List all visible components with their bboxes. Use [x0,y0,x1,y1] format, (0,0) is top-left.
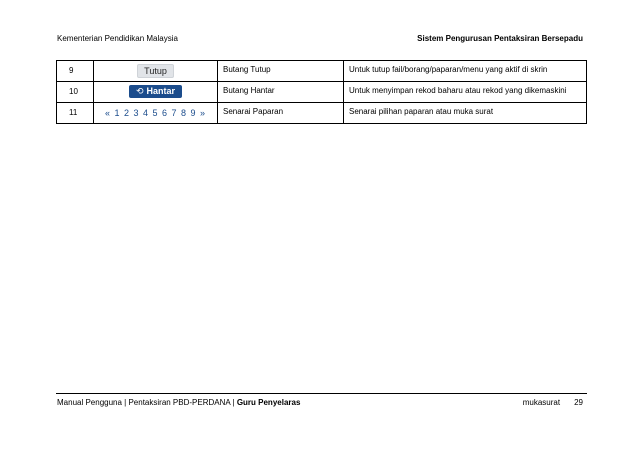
button-name: Butang Hantar [218,82,344,103]
header-system-title: Sistem Pengurusan Pentaksiran Bersepadu [417,34,583,43]
button-name: Senarai Paparan [218,103,344,124]
table-row [57,103,587,124]
page-number: 29 [574,398,583,407]
table-row [57,82,587,103]
button-description: Senarai pilihan paparan atau muka surat [344,103,587,124]
button-reference-table [56,60,587,124]
pagination-control[interactable]: « 1 2 3 4 5 6 7 8 9 » [104,108,207,118]
button-sample-cell [94,103,218,124]
button-sample-cell [94,82,218,103]
table-row [57,61,587,82]
header-ministry: Kementerian Pendidikan Malaysia [57,34,178,43]
hantar-button[interactable] [129,85,182,98]
footer-role: Guru Penyelaras [236,398,301,407]
row-number: 9 [57,61,94,82]
footer-divider [56,393,587,394]
footer-manual-text: Manual Pengguna | Pentaksiran PBD-PERDANA | [57,398,237,407]
hantar-button-label: Hantar [146,86,176,96]
button-sample-cell [94,61,218,82]
button-description: Untuk tutup fail/borang/paparan/menu yang aktif di skrin [344,61,587,82]
row-number: 11 [57,103,94,124]
send-icon: ⟲ [135,86,144,96]
footer-manual-title [57,398,300,407]
page-label: mukasurat [522,398,561,407]
button-name: Butang Tutup [218,61,344,82]
footer-page [523,398,583,407]
row-number: 10 [57,82,94,103]
button-description: Untuk menyimpan rekod baharu atau rekod yang dikemaskini [344,82,587,103]
tutup-button[interactable]: Tutup [137,64,174,78]
